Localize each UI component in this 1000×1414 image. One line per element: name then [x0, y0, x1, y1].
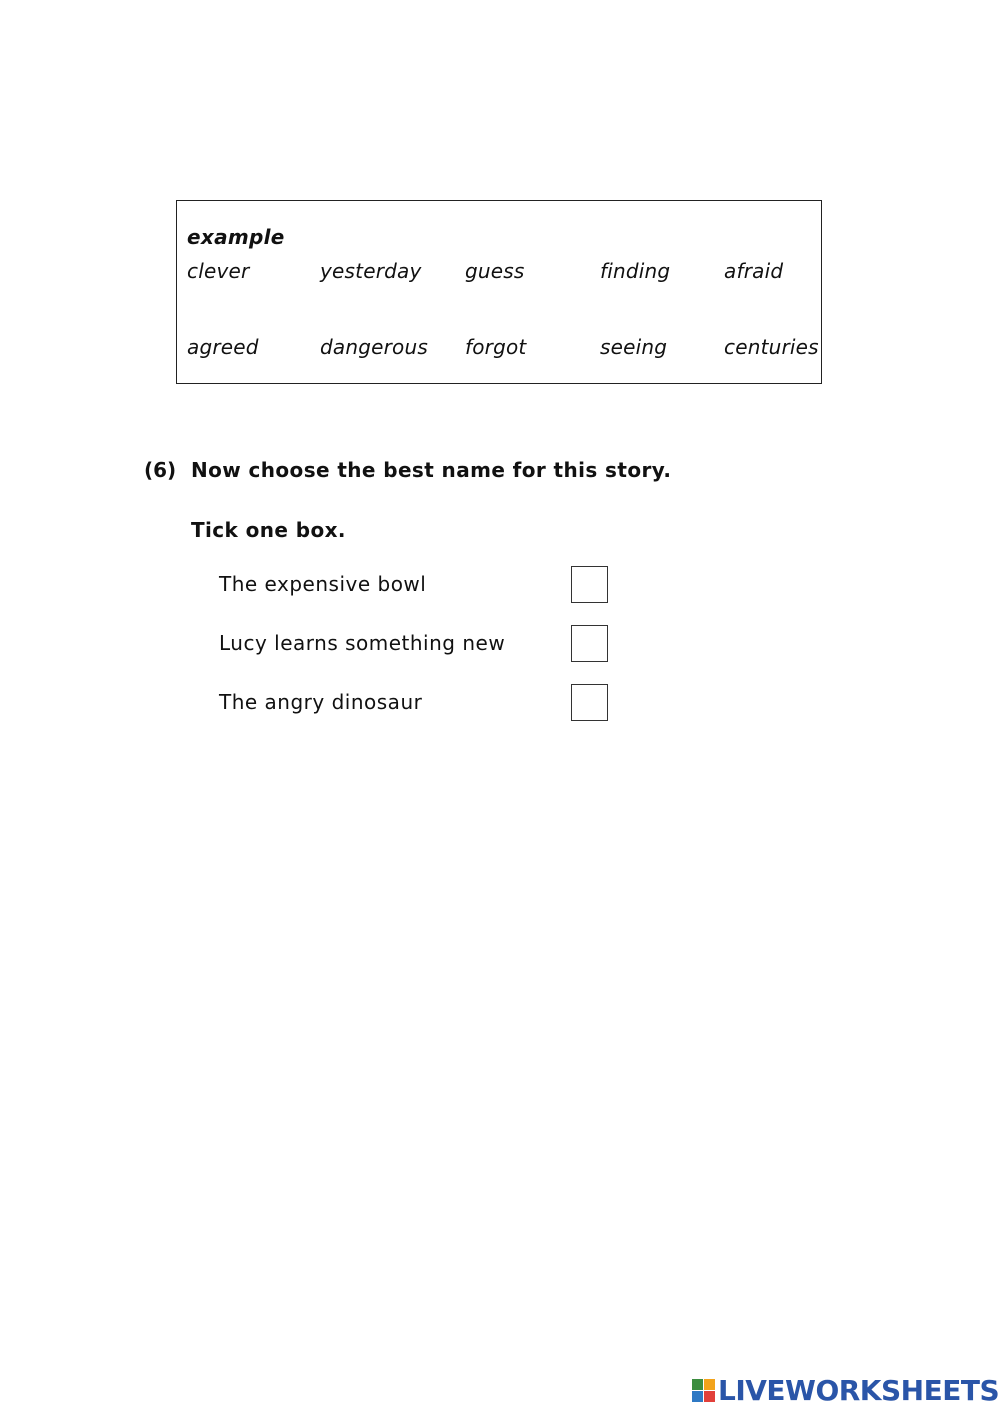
word-item: finding	[600, 259, 671, 283]
word-item: yesterday	[320, 259, 422, 283]
option-label-lucy-learns: Lucy learns something new	[219, 631, 506, 655]
logo-square	[692, 1391, 703, 1402]
liveworksheets-logo	[692, 1374, 999, 1406]
word-item: afraid	[724, 259, 784, 283]
word-item: clever	[187, 259, 250, 283]
question-number: (6)	[144, 458, 177, 482]
word-item: agreed	[187, 335, 259, 359]
logo-square	[704, 1379, 715, 1390]
word-item: centuries	[724, 335, 819, 359]
option-label-expensive-bowl: The expensive bowl	[219, 572, 427, 596]
logo-text: LIVEWORKSHEETS	[718, 1373, 1000, 1407]
tick-box-angry-dinosaur[interactable]	[571, 684, 608, 721]
tick-box-lucy-learns[interactable]	[571, 625, 608, 662]
question-instruction: Tick one box.	[191, 518, 346, 542]
logo-square	[704, 1391, 715, 1402]
logo-square	[692, 1379, 703, 1390]
logo-mark-icon	[692, 1379, 715, 1402]
option-label-angry-dinosaur: The angry dinosaur	[219, 690, 423, 714]
word-box-label: example	[187, 225, 285, 249]
word-item: guess	[465, 259, 525, 283]
tick-box-expensive-bowl[interactable]	[571, 566, 608, 603]
word-item: seeing	[600, 335, 668, 359]
word-item: forgot	[465, 335, 527, 359]
question-text: Now choose the best name for this story.	[191, 458, 672, 482]
word-box	[176, 200, 822, 384]
word-item: dangerous	[320, 335, 428, 359]
